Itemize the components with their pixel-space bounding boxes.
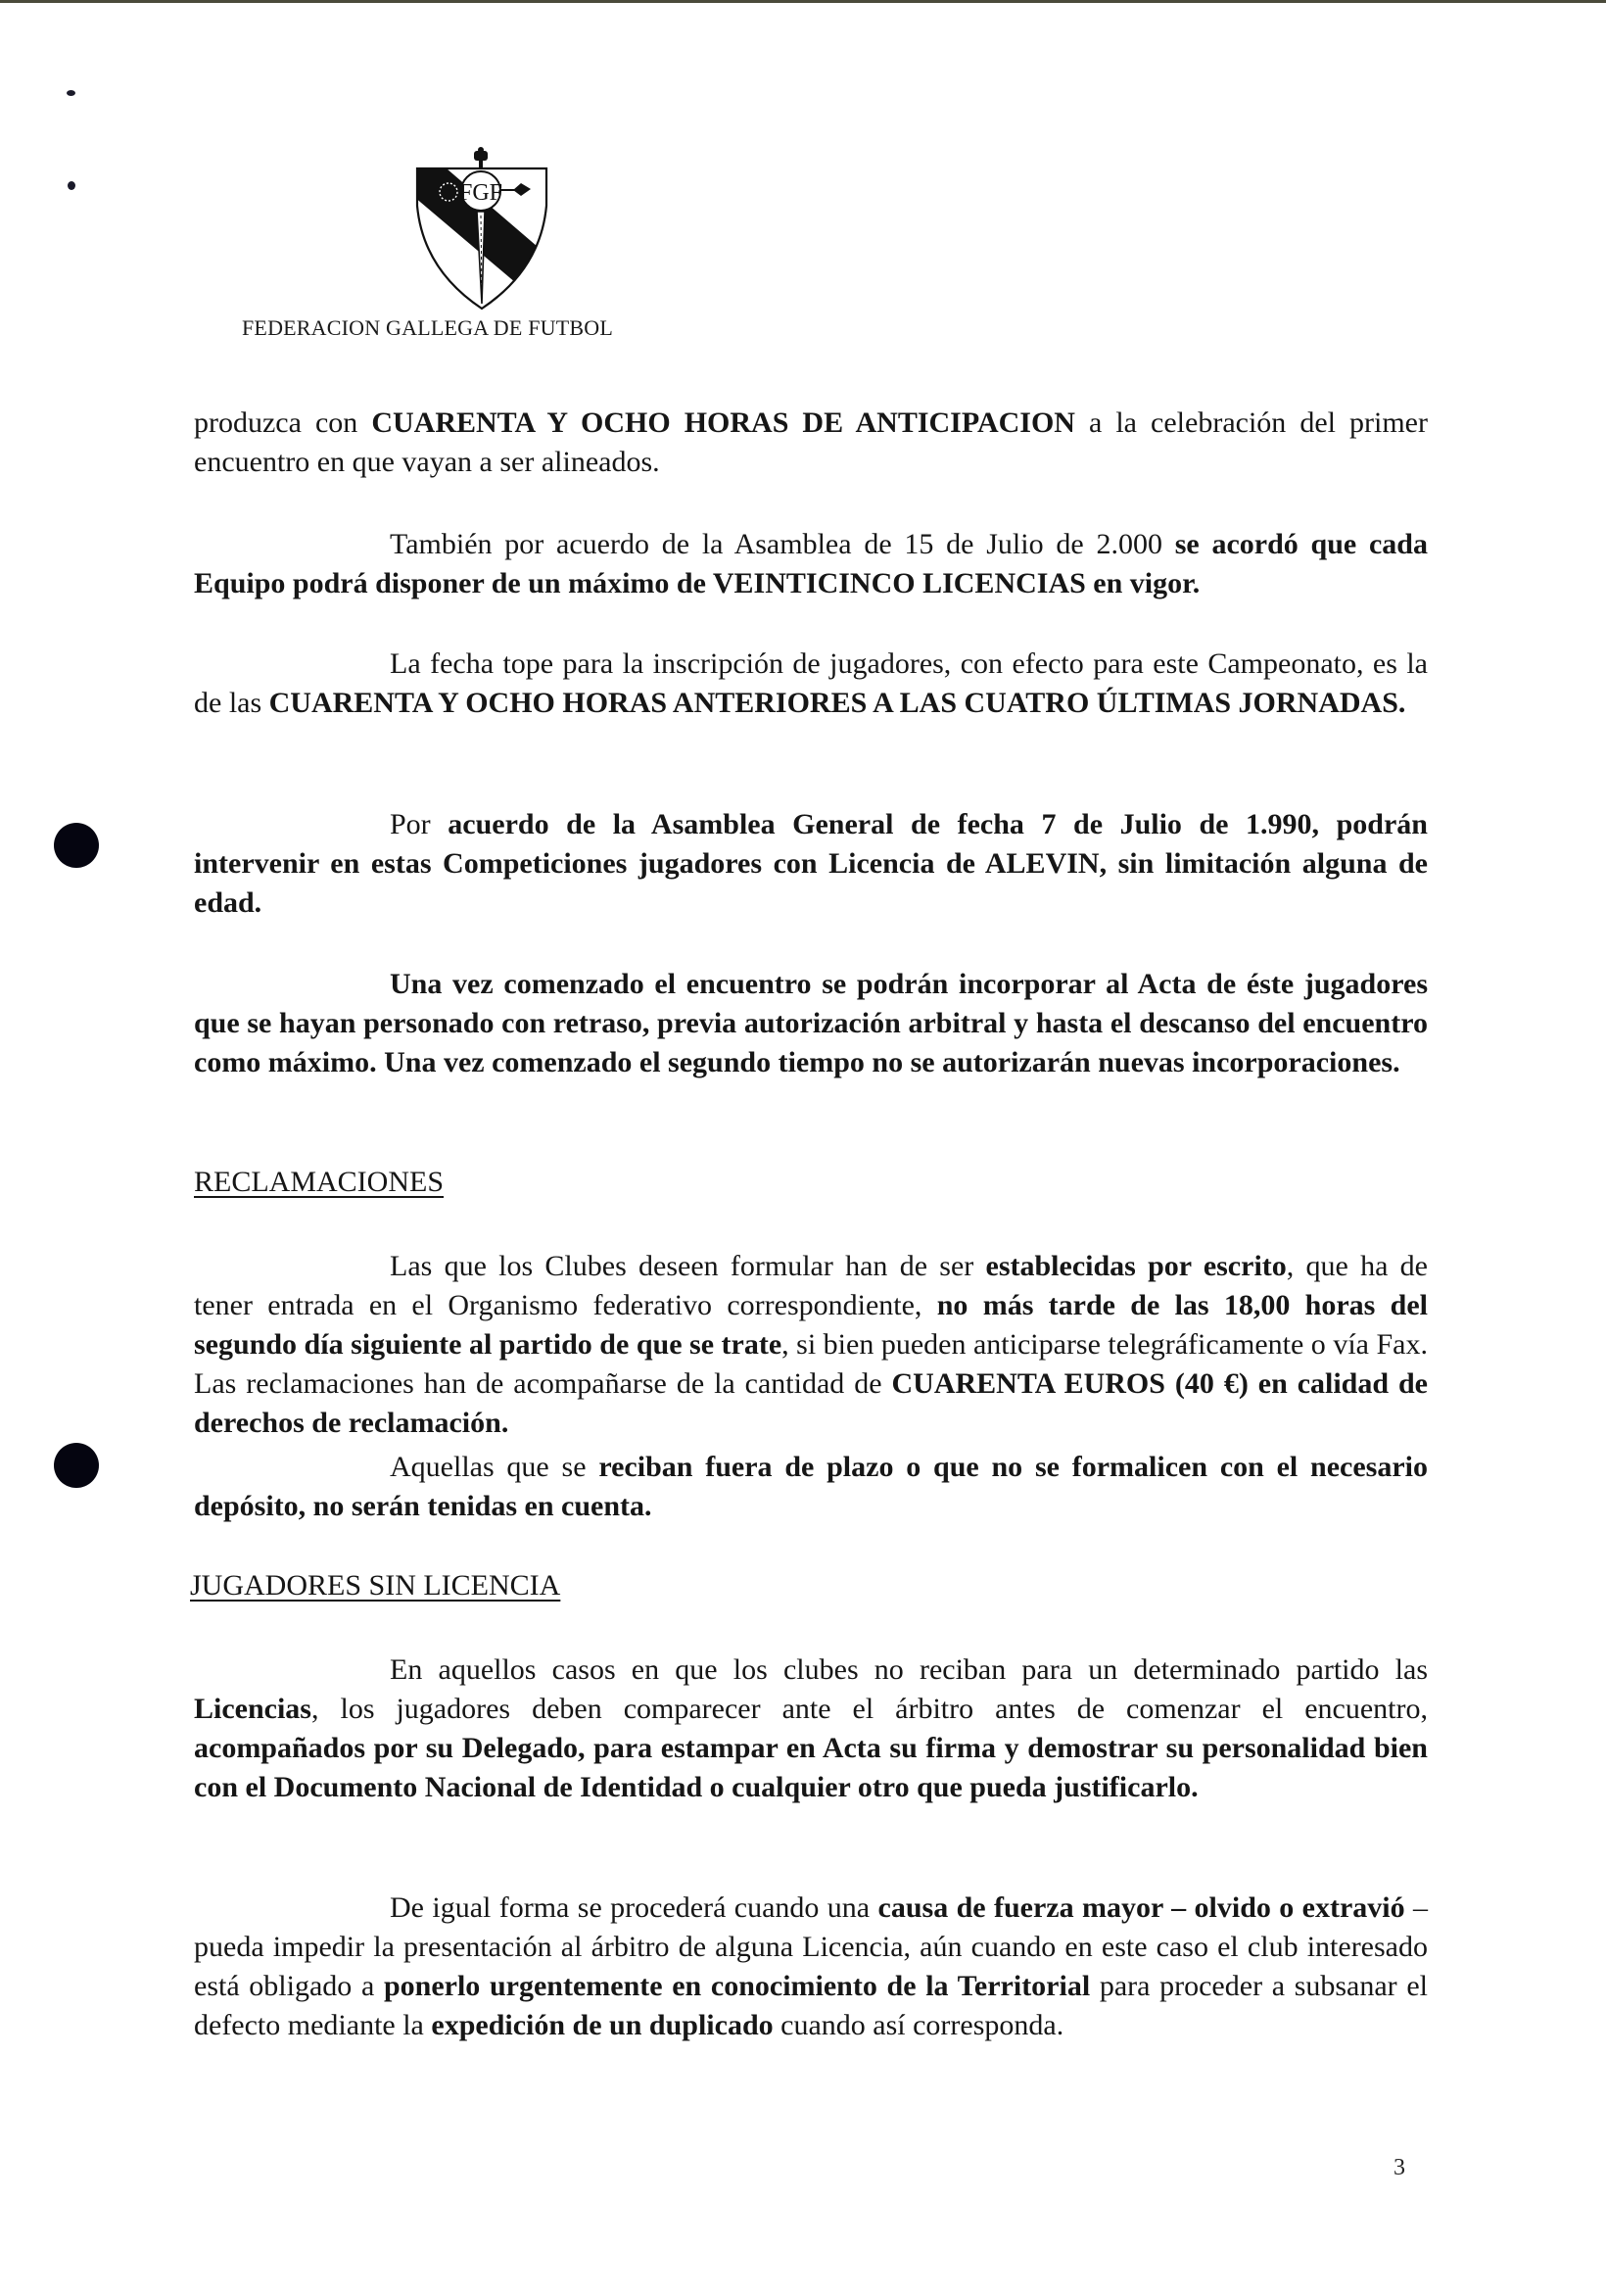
page-number: 3	[1393, 2155, 1405, 2180]
paragraph-1	[194, 404, 1428, 482]
paragraph-3	[194, 645, 1428, 723]
section-heading-reclamaciones: RECLAMACIONES	[194, 1166, 445, 1198]
paragraph-4	[194, 805, 1428, 923]
paragraph-text: Aquellas que se reciban fuera de plazo o que no se formalicen con el necesario depósito, no serán tenidas en cuenta.	[194, 1451, 1429, 1522]
punch-hole-upper	[54, 823, 99, 868]
paragraph-text: La fecha tope para la inscripción de jugadores, con efecto para este Campeonato, es la de las CUARENTA Y OCHO HORAS ANTERIORES A LAS CUATRO ÚLTIMAS JORNADAS.	[194, 647, 1428, 719]
paragraph-text: También por acuerdo de la Asamblea de 15 de Julio de 2.000 se acordó que cada Equipo podrá disponer de un máximo de VEINTICINCO LICENCIAS en vigor.	[194, 528, 1428, 599]
organization-name: FEDERACION GALLEGA DE FUTBOL	[242, 315, 613, 340]
paragraph-text: Una vez comenzado el encuentro se podrán incorporar al Acta de éste jugadores que se hayan personado con retraso, previa autorización arbitral y hasta el descanso del encuentro como máximo. Una vez comenzado el segundo tiempo no se autorizarán nuevas incorporaciones.	[194, 968, 1428, 1078]
paragraph-text: De igual forma se procederá cuando una causa de fuerza mayor – olvido o extravió – pueda impedir la presentación al árbitro de alguna Licencia, aún cuando en este caso el club interesado está obligado a ponerlo urgentemente en conocimiento de la Territorial para proceder a subsanar el defecto mediante la expedición de un duplicado cuando así corresponda.	[194, 1891, 1429, 2041]
paragraph-text: Por acuerdo de la Asamblea General de fecha 7 de Julio de 1.990, podrán intervenir en estas Competiciones jugadores con Licencia de ALEVIN, sin limitación alguna de edad.	[194, 808, 1428, 919]
section-heading-jugadores-sin-licencia: JUGADORES SIN LICENCIA	[190, 1569, 561, 1602]
jugadores-paragraph-2	[194, 1889, 1428, 2045]
punch-hole-lower	[54, 1443, 99, 1488]
paragraph-text: En aquellos casos en que los clubes no reciban para un determinado partido las Licencias, los jugadores deben comparecer ante el árbitro antes de comenzar el encuentro, acompañados por su Delegado, para estampar en Acta su firma y demostrar su personalidad bien con el Documento Nacional de Identidad o cualquier otro que pueda justificarlo.	[194, 1653, 1428, 1803]
shield-crest-icon	[411, 147, 553, 313]
scan-speck	[68, 181, 75, 190]
logo-initials: FGF	[458, 180, 503, 206]
reclamaciones-paragraph-1	[194, 1247, 1428, 1443]
scan-speck	[67, 90, 75, 96]
paragraph-2	[194, 525, 1428, 603]
scan-top-edge	[0, 0, 1606, 3]
paragraph-text: Las que los Clubes deseen formular han de ser establecidas por escrito, que ha de tener entrada en el Organismo federativo correspondiente, no más tarde de las 18,00 horas del segundo día siguiente al partido de que se trate, si bien pueden anticiparse telegráficamente o vía Fax. Las reclamaciones han de acompañarse de la cantidad de CUARENTA EUROS (40 €) en calidad de derechos de reclamación.	[194, 1250, 1428, 1439]
reclamaciones-paragraph-2	[194, 1448, 1428, 1526]
paragraph-5	[194, 965, 1428, 1082]
paragraph-text: produzca con CUARENTA Y OCHO HORAS DE ANTICIPACION a la celebración del primer encuentro en que vayan a ser alineados.	[194, 407, 1428, 478]
jugadores-paragraph-1	[194, 1650, 1428, 1807]
